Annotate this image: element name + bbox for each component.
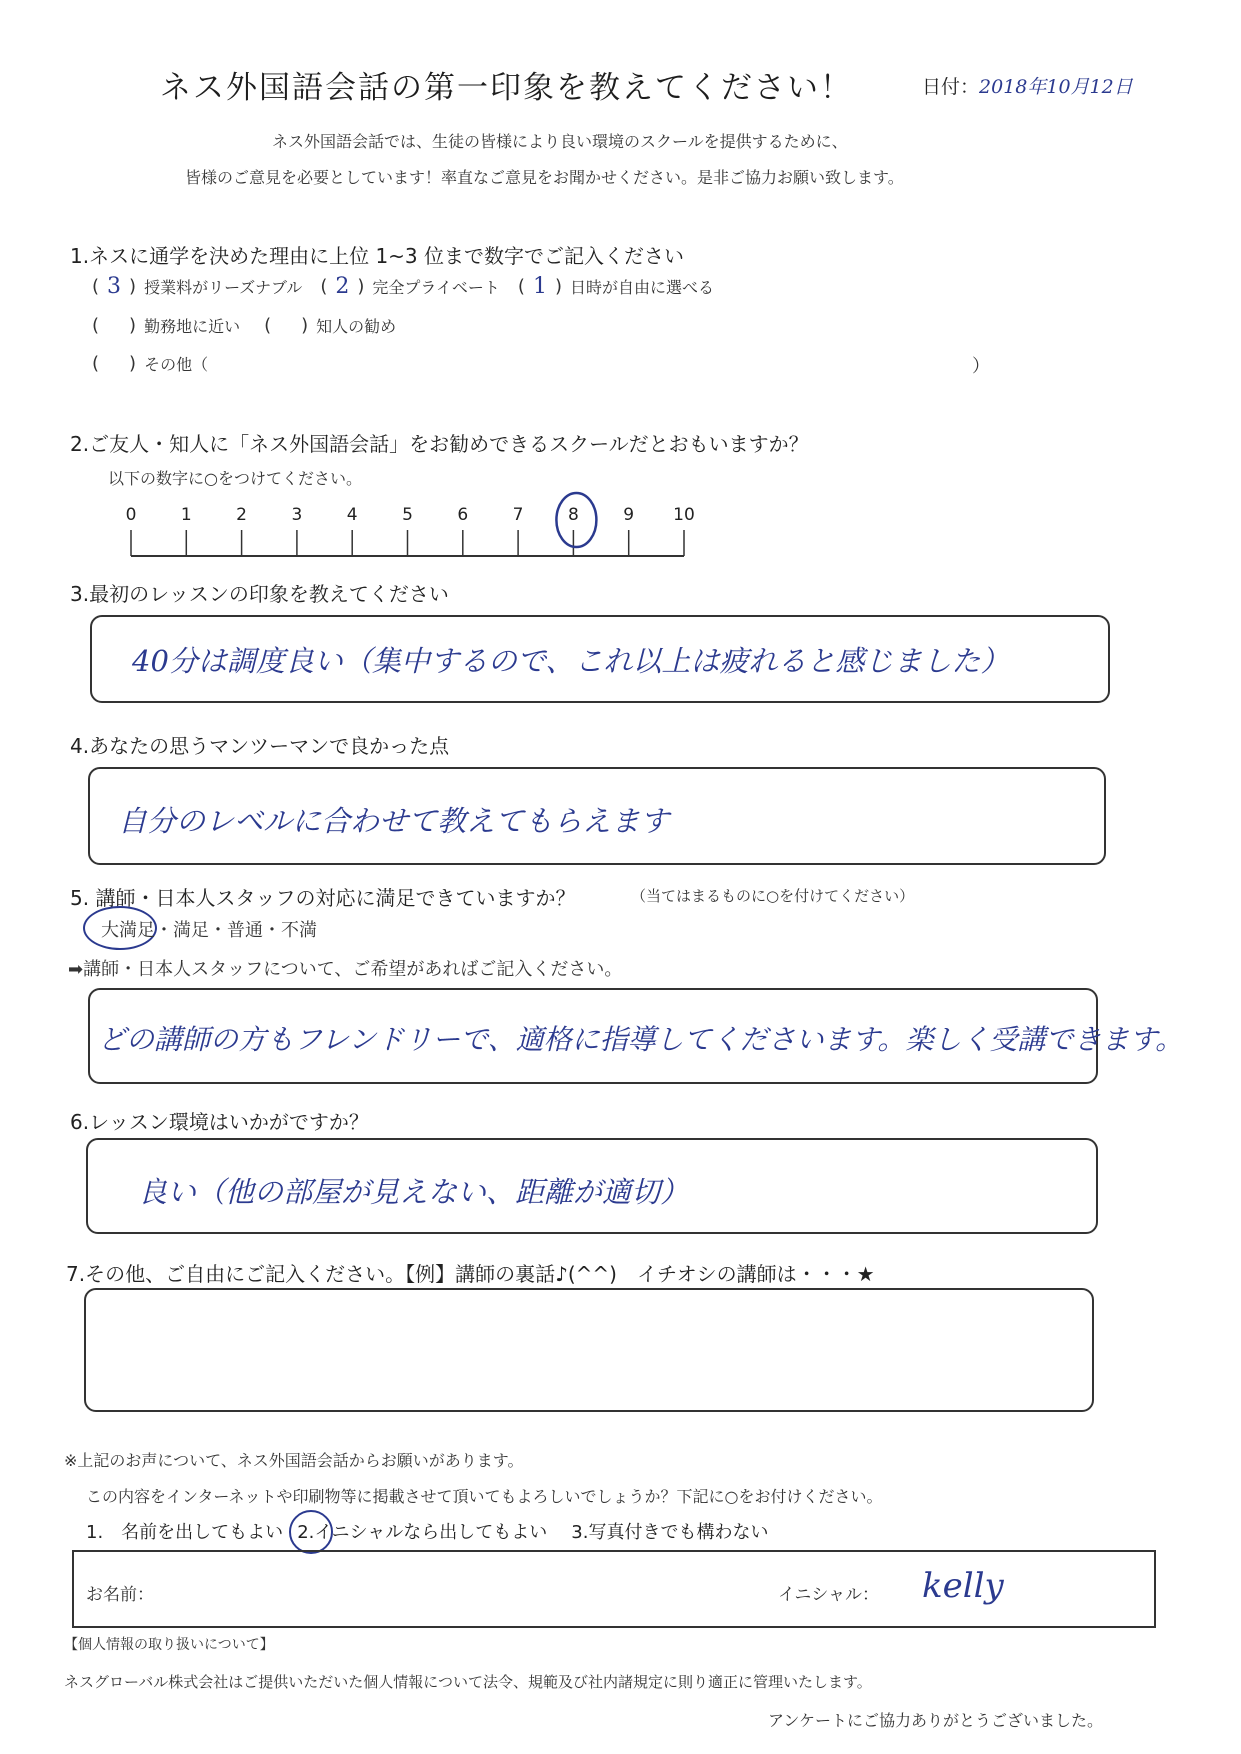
q1-option-4: 勤務地に近い — [144, 317, 241, 336]
q6-answer-box[interactable] — [86, 1138, 1098, 1234]
q1-rank-2[interactable]: 2 — [335, 274, 350, 299]
q1-option-2: 完全プライベート — [372, 278, 500, 297]
date-label: 日付： — [922, 76, 980, 98]
q1-rank-1[interactable]: 3 — [107, 274, 122, 299]
initial-label: イニシャル： — [778, 1585, 879, 1605]
q1-option-3: 日時が自由に選べる — [569, 278, 714, 297]
privacy-text: ネスグローバル株式会社はご提供いただいた個人情報について法令、規範及び社内諸規定に則り適正に管理いたします。 — [64, 1673, 872, 1691]
q3-answer: 40分は調度良い（集中するので、これ以上は疲れると感じました） — [132, 644, 1010, 678]
q5-answer-box[interactable] — [88, 988, 1184, 1084]
q1-rank-3[interactable]: 1 — [532, 274, 547, 299]
thanks-message: アンケートにご協力ありがとうございました。 — [768, 1711, 1104, 1730]
q1-question: 1.ネスに通学を決めた理由に上位 1~3 位まで数字でご記入ください — [70, 244, 685, 268]
rating-option-0[interactable]: 0 — [125, 505, 137, 525]
q6-answer: 良い（他の部屋が見えない、距離が適切） — [138, 1175, 690, 1209]
q5-choices[interactable]: 大満足・満足・普通・不満 — [101, 920, 317, 941]
consent-request: この内容をインターネットや印刷物等に掲載させて頂いてもよろしいでしょうか？下記に○をお付けください。 — [86, 1487, 883, 1506]
intro-line-2: 皆様のご意見を必要としています！率直なご意見をお聞かせください。是非ご協力お願い致します。 — [185, 168, 904, 187]
q2-question: 2.ご友人・知人に「ネス外国語会話」をお勧めできるスクールだとおもいますか？ — [70, 432, 809, 456]
rating-option-3[interactable]: 3 — [291, 505, 303, 525]
q1-row-1: ( 3 ) 授業料がリーズナブル ( 2 ) 完全プライベート ( 1 ) 日時が自由に選べる — [92, 274, 714, 299]
page-title: ネス外国語会話の第一印象を教えてください！ — [160, 70, 853, 106]
consent-option-3[interactable]: 3.写真付きでも構わない — [571, 1522, 769, 1543]
consent-option-1[interactable]: 1. 名前を出してもよい — [86, 1522, 284, 1543]
q1-close-paren: ） — [972, 356, 990, 377]
q1-option-1: 授業料がリーズナブル — [144, 278, 303, 297]
q1-option-6: その他（ — [144, 355, 209, 374]
rating-option-5[interactable]: 5 — [402, 505, 413, 525]
q5-followup: ➡講師・日本人スタッフについて、ご希望があればご記入ください。 — [68, 959, 623, 980]
consent-option-2[interactable] — [297, 1518, 547, 1544]
rating-option-7[interactable]: 7 — [512, 505, 524, 525]
q5-note: （当てはまるものに○を付けてください） — [631, 887, 915, 905]
q1-row-3: ( ) その他（ — [92, 353, 209, 374]
consent-option-2-label: 2.イニシャルなら出してもよい — [297, 1522, 548, 1543]
name-input[interactable] — [194, 1570, 694, 1610]
q6-question: 6.レッスン環境はいかがですか？ — [70, 1110, 369, 1134]
q3-answer-box[interactable] — [90, 615, 1110, 703]
rating-option-2[interactable]: 2 — [236, 505, 247, 525]
q4-answer-box[interactable] — [88, 767, 1106, 865]
rating-option-9[interactable]: 9 — [623, 505, 635, 525]
privacy-heading: 【個人情報の取り扱いについて】 — [64, 1637, 274, 1653]
q4-answer: 自分のレベルに合わせて教えてもらえます — [118, 804, 670, 838]
name-label: お名前： — [86, 1585, 154, 1605]
q2-instruction: 以下の数字に○をつけてください。 — [108, 469, 362, 488]
q1-row-2: ( ) 勤務地に近い ( ) 知人の勧め — [92, 315, 397, 336]
q5-answer: どの講師の方もフレンドリーで、適格に指導してくださいます。楽しく受講できます。 — [98, 1023, 1184, 1056]
rating-option-8[interactable]: 8 — [567, 505, 579, 525]
consent-options — [86, 1518, 768, 1544]
q7-answer-box[interactable] — [84, 1288, 1094, 1412]
q5-question: 5. 講師・日本人スタッフの対応に満足できていますか？ — [70, 886, 576, 910]
q4-question: 4.あなたの思うマンツーマンで良かった点 — [70, 734, 450, 758]
initial-value[interactable]: kelly — [922, 1566, 1004, 1606]
consent-note: ※上記のお声について、ネス外国語会話からお願いがあります。 — [64, 1451, 524, 1470]
rating-option-1[interactable]: 1 — [180, 505, 192, 525]
rating-option-4[interactable]: 4 — [346, 505, 358, 525]
q1-option-5: 知人の勧め — [316, 317, 397, 336]
rating-option-6[interactable]: 6 — [457, 505, 469, 525]
q7-question: 7.その他、ご自由にご記入ください。【例】講師の裏話♪(^^) イチオシの講師は・・・★ — [66, 1262, 875, 1286]
date-value: 2018年10月12日 — [979, 76, 1133, 98]
consent-selection-circle — [289, 1510, 333, 1554]
intro-line-1: ネス外国語会話では、生徒の皆様により良い環境のスクールを提供するために、 — [272, 132, 848, 151]
name-box — [72, 1550, 1156, 1628]
rating-option-10[interactable]: 10 — [673, 505, 695, 525]
q3-question: 3.最初のレッスンの印象を教えてください — [70, 582, 449, 606]
